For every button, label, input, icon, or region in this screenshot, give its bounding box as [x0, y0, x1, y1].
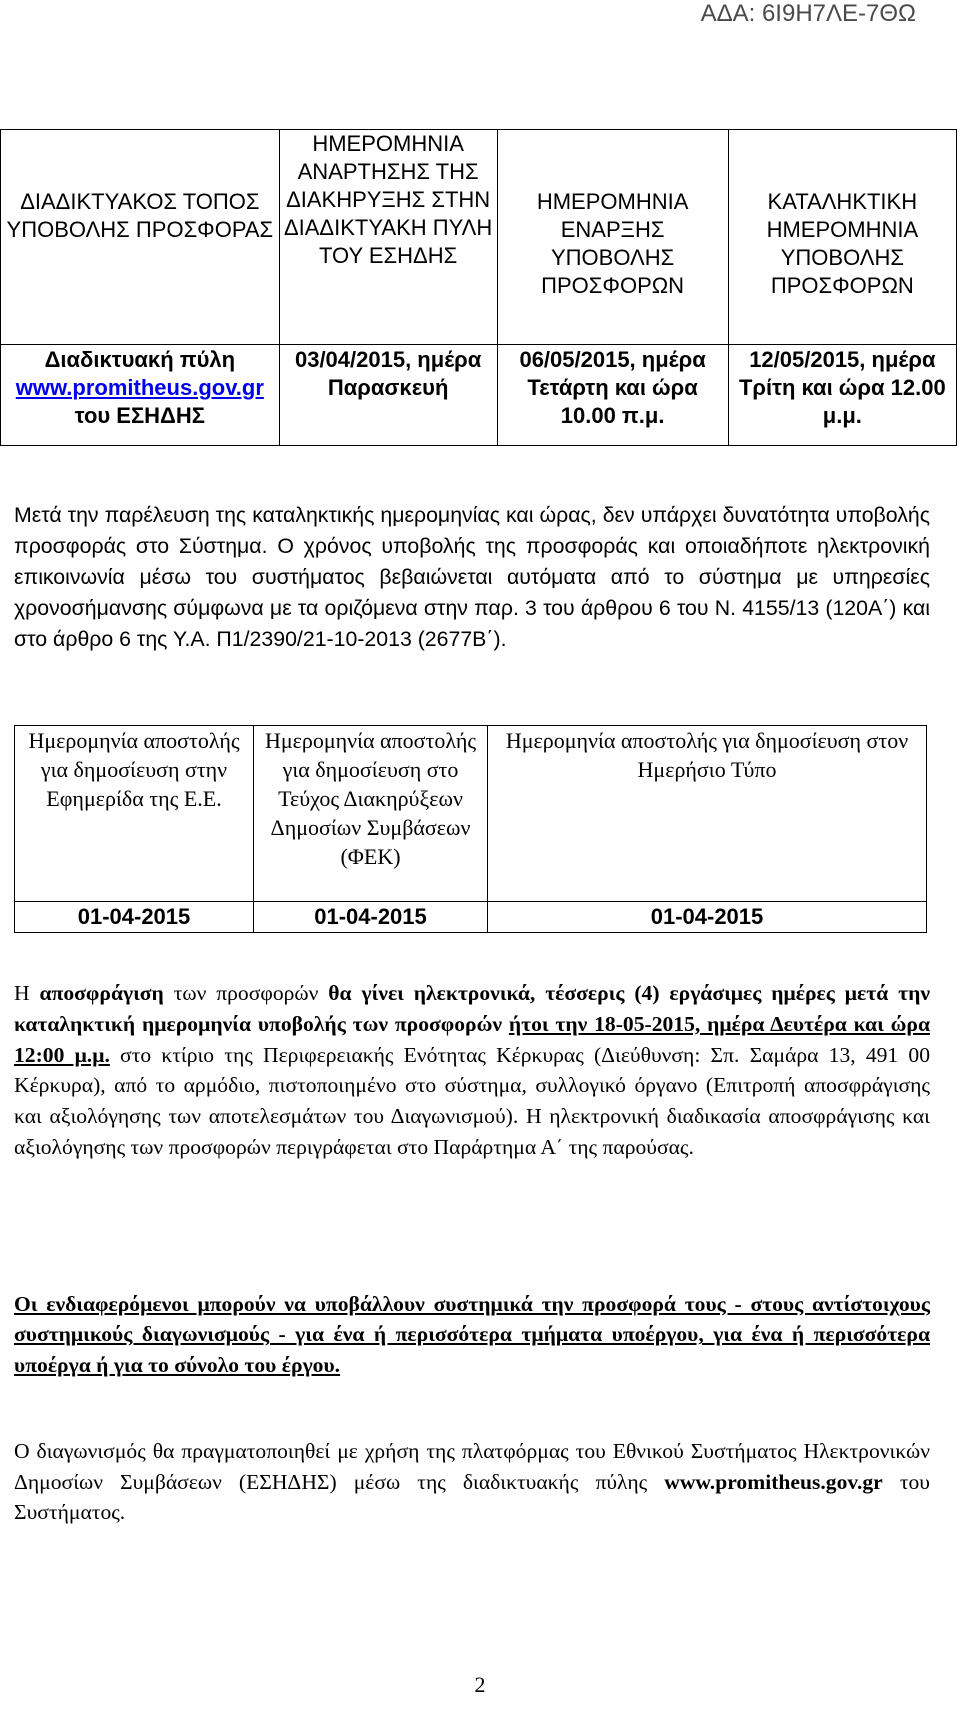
deadline-paragraph: Μετά την παρέλευση της καταληκτικής ημερομηνίας και ώρας, δεν υπάρχει δυνατότητα υποβολής προσφοράς στο Σύστημα. Ο χρόνος υποβολής της προσφοράς και οποιαδήποτε ηλεκτρονική επικοινωνία μέσω του συστήματος βεβαιώνεται αυτόματα από το σύστημα με υπηρεσίες χρονοσήμανσης σύμφωνα με τα οριζόμενα στην παρ. 3 του άρθρου 6 του Ν. 4155/13 (120Α΄) και στο άρθρο 6 της Υ.Α. Π1/2390/21-10-2013 (2677Β΄). — [14, 503, 930, 651]
opening-paragraph — [14, 978, 930, 1163]
text-run: των προσφορών — [163, 981, 329, 1005]
text-run: Η — [14, 981, 40, 1005]
table-header-cell — [15, 726, 254, 902]
text-run: Ο διαγωνισμός θα πραγματοποιηθεί με χρήση της πλατφόρμας του Εθνικού Συστήματος Ηλεκτρονικών Δημοσίων Συμβάσεων (ΕΣΗΔΗΣ) μέσω της διαδικτυακής πύλης — [14, 1439, 930, 1494]
header-text: ΚΑΤΑΛΗΚΤΙΚΗ ΗΜΕΡΟΜΗΝΙΑ ΥΠΟΒΟΛΗΣ ΠΡΟΣΦΟΡΩΝ — [766, 189, 919, 298]
table-header-cell — [728, 130, 956, 345]
header-text: Ημερομηνία αποστολής για δημοσίευση στον Ημερήσιο Τύπο — [505, 728, 909, 782]
text-run: στο κτίριο της Περιφερειακής Ενότητας Κέρκυρας (Διεύθυνση: Σπ. Σαμάρα 13, 491 00 Κέρκυρα), από το αρμόδιο, πιστοποιημένο στο σύστημα, συλλογικό όργανο (Επιτροπή αποσφράγισης και αξιολόγησης των αποτελεσμάτων του Διαγωνισμού). Η ηλεκτρονική διαδικασία αποσφράγισης και αξιολόγησης των προσφορών περιγράφεται στο Παράρτημα Α΄ της παρούσας. — [14, 1042, 930, 1159]
text-run: του Συστήματος. — [14, 1469, 930, 1524]
text-run-bold: αποσφράγιση — [39, 981, 164, 1005]
header-text: ΗΜΕΡΟΜΗΝΙΑ ΕΝΑΡΞΗΣ ΥΠΟΒΟΛΗΣ ΠΡΟΣΦΟΡΩΝ — [536, 189, 689, 298]
publication-table — [14, 725, 927, 933]
bidders-paragraph: Οι ενδιαφερόμενοι μπορούν να υποβάλλουν συστημικά την προσφορά τους - στους αντίστοιχους συστημικούς διαγωνισμούς - για ένα ή περισσότερα τμήματα υποέργου, για ένα ή περισσότερα υποέργα ή για το σύνολο του έργου. — [14, 1292, 930, 1377]
submission-table — [0, 129, 957, 446]
table-row — [1, 345, 957, 446]
header-text: ΔΙΑΔΙΚΤΥΑΚΟΣ ΤΟΠΟΣ ΥΠΟΒΟΛΗΣ ΠΡΟΣΦΟΡΑΣ — [6, 189, 274, 242]
end-date-cell — [728, 345, 956, 446]
end-date: 12/05/2015, ημέρα Τρίτη και ώρα 12.00 μ.μ. — [738, 347, 946, 428]
platform-paragraph — [14, 1436, 930, 1528]
table-header-cell — [497, 130, 728, 345]
table-header-cell — [1, 130, 280, 345]
date-cell: 01-04-2015 — [488, 902, 927, 933]
header-text: Ημερομηνία αποστολής για δημοσίευση στην Εφημερίδα της Ε.Ε. — [28, 728, 240, 811]
text-run — [502, 1012, 509, 1036]
page-number: 2 — [474, 1672, 486, 1697]
table-row — [15, 902, 927, 933]
start-date: 06/05/2015, ημέρα Τετάρτη και ώρα 10.00 π.μ. — [519, 347, 706, 428]
start-date-cell — [497, 345, 728, 446]
table-header-row — [1, 130, 957, 345]
portal-label: Διαδικτυακή πύλη — [44, 347, 236, 372]
table-header-cell — [254, 726, 488, 902]
header-text: Ημερομηνία αποστολής για δημοσίευση στο Τεύχος Διακηρύξεων Δημοσίων Συμβάσεων (ΦΕΚ) — [264, 728, 477, 869]
table-header-row — [15, 726, 927, 902]
table-header-cell — [488, 726, 927, 902]
text-run-bold: θα γίνει ηλεκτρονικά, τέσσερις (4) εργάσιμες ημέρες μετά την καταληκτική ημερομηνία υποβολής των προσφορών — [14, 981, 930, 1036]
portal-link[interactable]: www.promitheus.gov.gr — [15, 375, 264, 400]
opening-date: ήτοι την 18-05-2015, ημέρα Δευτέρα και ώρα 12:00 μ.μ. — [14, 1011, 930, 1067]
posting-date-cell — [279, 345, 497, 446]
date-cell: 01-04-2015 — [15, 902, 254, 933]
posting-date: 03/04/2015, ημέρα Παρασκευή — [294, 347, 482, 400]
table-header-cell — [279, 130, 497, 345]
header-text: ΗΜΕΡΟΜΗΝΙΑ ΑΝΑΡΤΗΣΗΣ ΤΗΣ ΔΙΑΚΗΡΥΞΗΣ ΣΤΗΝ ΔΙΑΔΙΚΤΥΑΚΗ ΠΥΛΗ ΤΟΥ ΕΣΗΔΗΣ — [283, 131, 493, 268]
ada-code: ΑΔΑ: 6Ι9Η7ΛΕ-7ΘΩ — [700, 0, 916, 27]
date-cell: 01-04-2015 — [254, 902, 488, 933]
portal-cell — [1, 345, 280, 446]
portal-label-suffix: του ΕΣΗΔΗΣ — [74, 403, 205, 428]
portal-url: www.promitheus.gov.gr — [664, 1469, 883, 1494]
